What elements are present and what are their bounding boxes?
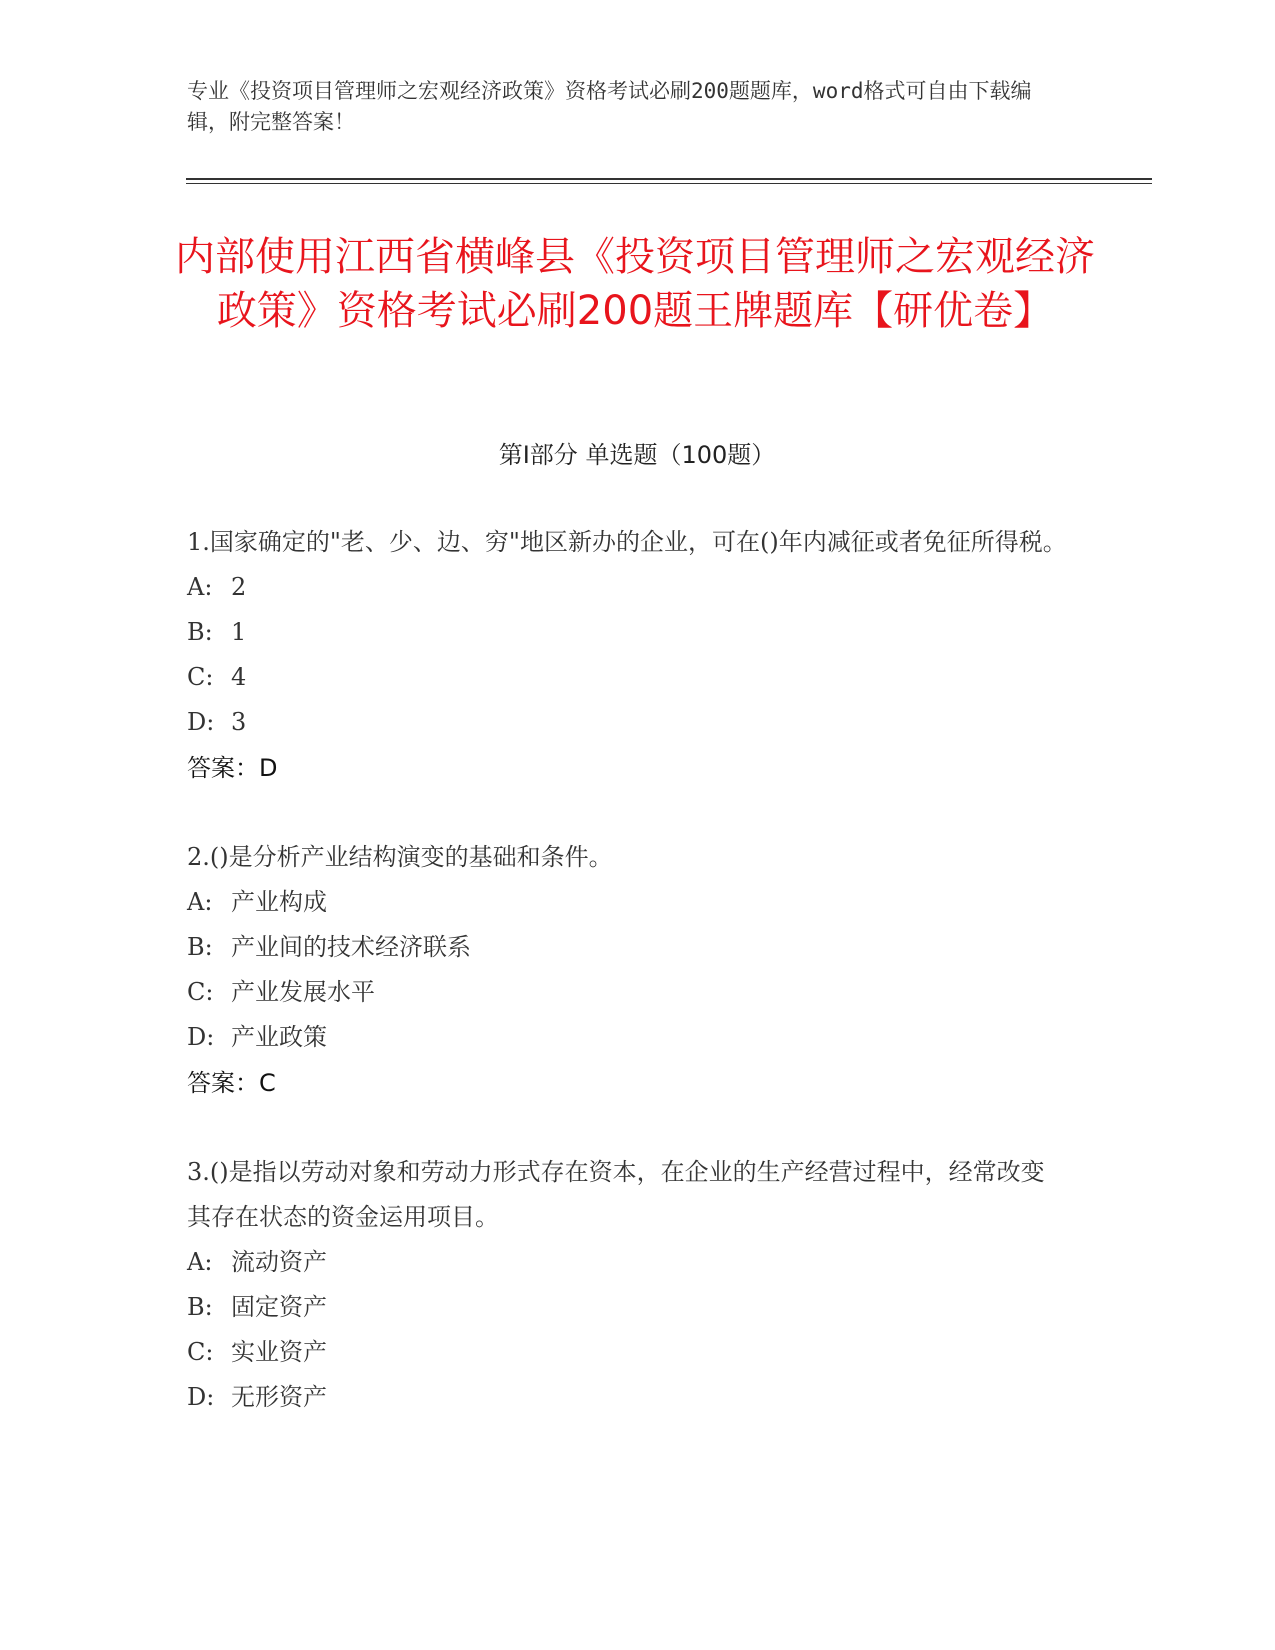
header-note: 专业《投资项目管理师之宏观经济政策》资格考试必刷200题题库，word格式可自由下载编辑，附完整答案！ [187,79,1032,134]
option-text: 产业间的技术经济联系 [231,933,471,961]
answer: 答案：C [187,1069,276,1097]
option-a [187,1240,1067,1285]
option-text: 产业发展水平 [231,978,375,1006]
question-3 [187,1150,1067,1420]
question-text: 1.国家确定的"老、少、边、穷"地区新办的企业，可在()年内减征或者免征所得税。 [187,528,1067,556]
option-letter: D: [187,1023,215,1051]
option-letter: C: [187,1338,214,1366]
option-letter: B: [187,618,213,646]
option-letter: B: [187,1293,213,1321]
question-list [187,520,1067,1464]
section-title: 第Ⅰ部分 单选题（100题） [498,441,776,469]
option-letter: A: [187,573,213,601]
option-d [187,1015,1067,1060]
option-b [187,925,1067,970]
option-text: 产业政策 [231,1023,327,1051]
option-text: 无形资产 [231,1383,327,1411]
answer: 答案：D [187,754,278,782]
option-letter: C: [187,978,214,1006]
option-text: 产业构成 [231,888,327,916]
option-a [187,565,1067,610]
option-text: 4 [231,663,247,691]
option-c [187,970,1067,1015]
option-letter: A: [187,1248,213,1276]
question-text: 2.()是分析产业结构演变的基础和条件。 [187,843,613,871]
option-text: 流动资产 [231,1248,327,1276]
header-divider-thin [186,183,1152,184]
option-c [187,1330,1067,1375]
option-text: 固定资产 [231,1293,327,1321]
option-letter: C: [187,663,214,691]
option-text: 实业资产 [231,1338,327,1366]
option-letter: D: [187,708,215,736]
option-d [187,1375,1067,1420]
question-2 [187,835,1067,1106]
option-text: 3 [231,708,247,736]
option-d [187,700,1067,745]
question-text: 3.()是指以劳动对象和劳动力形式存在资本，在企业的生产经营过程中，经常改变其存在状态的资金运用项目。 [187,1158,1045,1231]
option-b [187,1285,1067,1330]
question-1 [187,520,1067,791]
option-letter: D: [187,1383,215,1411]
option-letter: B: [187,933,213,961]
header-divider [186,178,1152,180]
option-text: 2 [231,573,247,601]
option-c [187,655,1067,700]
option-text: 1 [231,618,247,646]
option-letter: A: [187,888,213,916]
option-b [187,610,1067,655]
document-title: 内部使用江西省横峰县《投资项目管理师之宏观经济政策》资格考试必刷200题王牌题库【研优卷】 [175,234,1095,334]
option-a [187,880,1067,925]
